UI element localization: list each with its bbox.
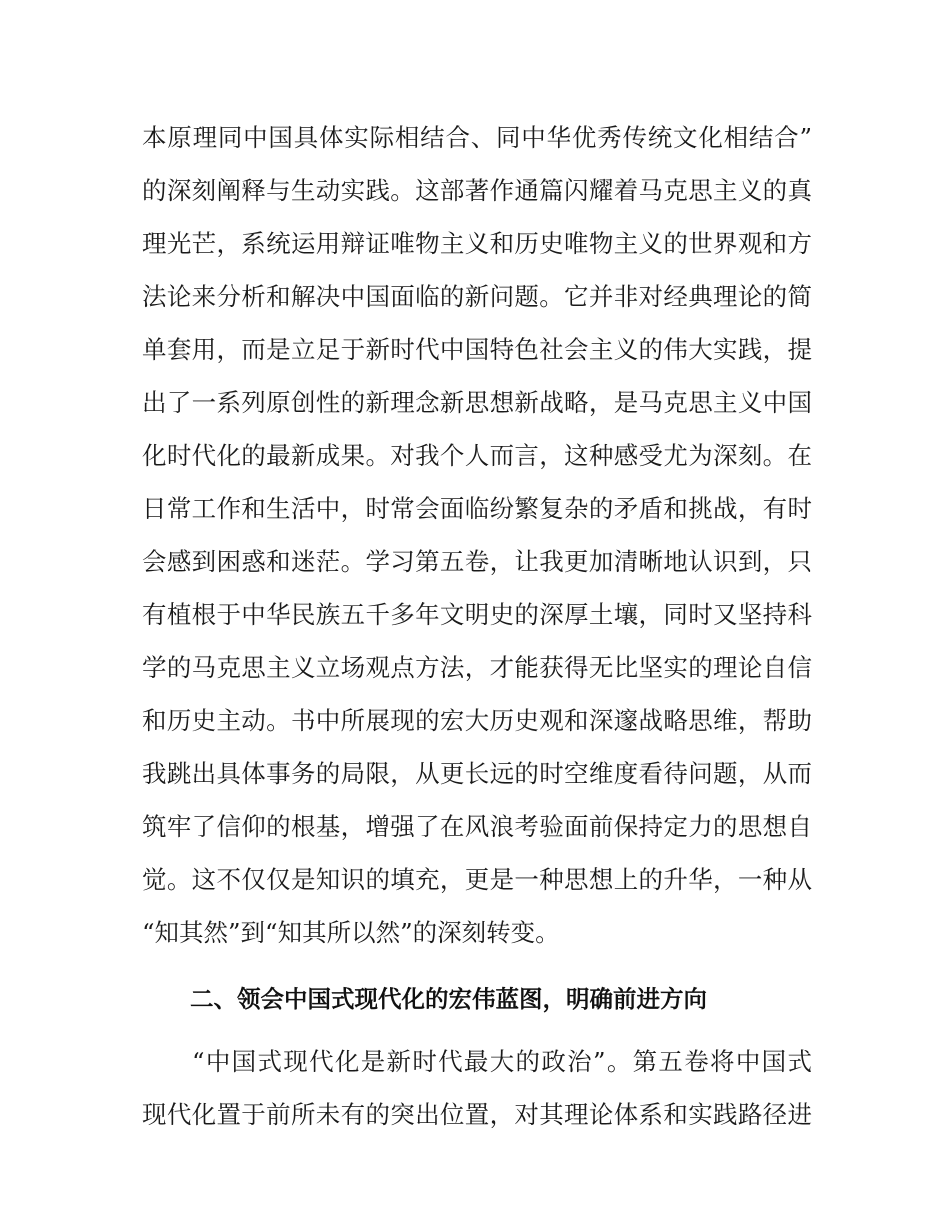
paragraph-line: 本原理同中国具体实际相结合、同中华优秀传统文化相结合” xyxy=(142,123,812,152)
paragraph-line: 筑牢了信仰的根基，增强了在风浪考验面前保持定力的思想自 xyxy=(142,812,812,841)
paragraph-line: 学的马克思主义立场观点方法，才能获得无比坚实的理论自信 xyxy=(142,653,812,682)
paragraph-line: 有植根于中华民族五千多年文明史的深厚土壤，同时又坚持科 xyxy=(142,600,812,629)
paragraph-line: 和历史主动。书中所展现的宏大历史观和深邃战略思维，帮助 xyxy=(142,706,812,735)
paragraph-line: 化时代化的最新成果。对我个人而言，这种感受尤为深刻。在 xyxy=(142,441,812,470)
paragraph-line: “中国式现代化是新时代最大的政治”。第五卷将中国式 xyxy=(192,1047,812,1076)
paragraph-line: “知其然”到“知其所以然”的深刻转变。 xyxy=(142,918,560,947)
section-heading: 二、领会中国式现代化的宏伟蓝图，明确前进方向 xyxy=(190,985,707,1013)
paragraph-line: 单套用，而是立足于新时代中国特色社会主义的伟大实践，提 xyxy=(142,335,812,364)
paragraph-line: 理光芒，系统运用辩证唯物主义和历史唯物主义的世界观和方 xyxy=(142,229,812,258)
paragraph-line: 现代化置于前所未有的突出位置，对其理论体系和实践路径进 xyxy=(142,1100,812,1129)
paragraph-line: 法论来分析和解决中国面临的新问题。它并非对经典理论的简 xyxy=(142,282,812,311)
paragraph-line: 会感到困惑和迷茫。学习第五卷，让我更加清晰地认识到，只 xyxy=(142,547,812,576)
paragraph-line: 觉。这不仅仅是知识的填充，更是一种思想上的升华，一种从 xyxy=(142,865,812,894)
paragraph-line: 出了一系列原创性的新理念新思想新战略，是马克思主义中国 xyxy=(142,388,812,417)
paragraph-line: 的深刻阐释与生动实践。这部著作通篇闪耀着马克思主义的真 xyxy=(142,176,812,205)
paragraph-line: 日常工作和生活中，时常会面临纷繁复杂的矛盾和挑战，有时 xyxy=(142,494,812,523)
paragraph-line: 我跳出具体事务的局限，从更长远的时空维度看待问题，从而 xyxy=(142,759,812,788)
